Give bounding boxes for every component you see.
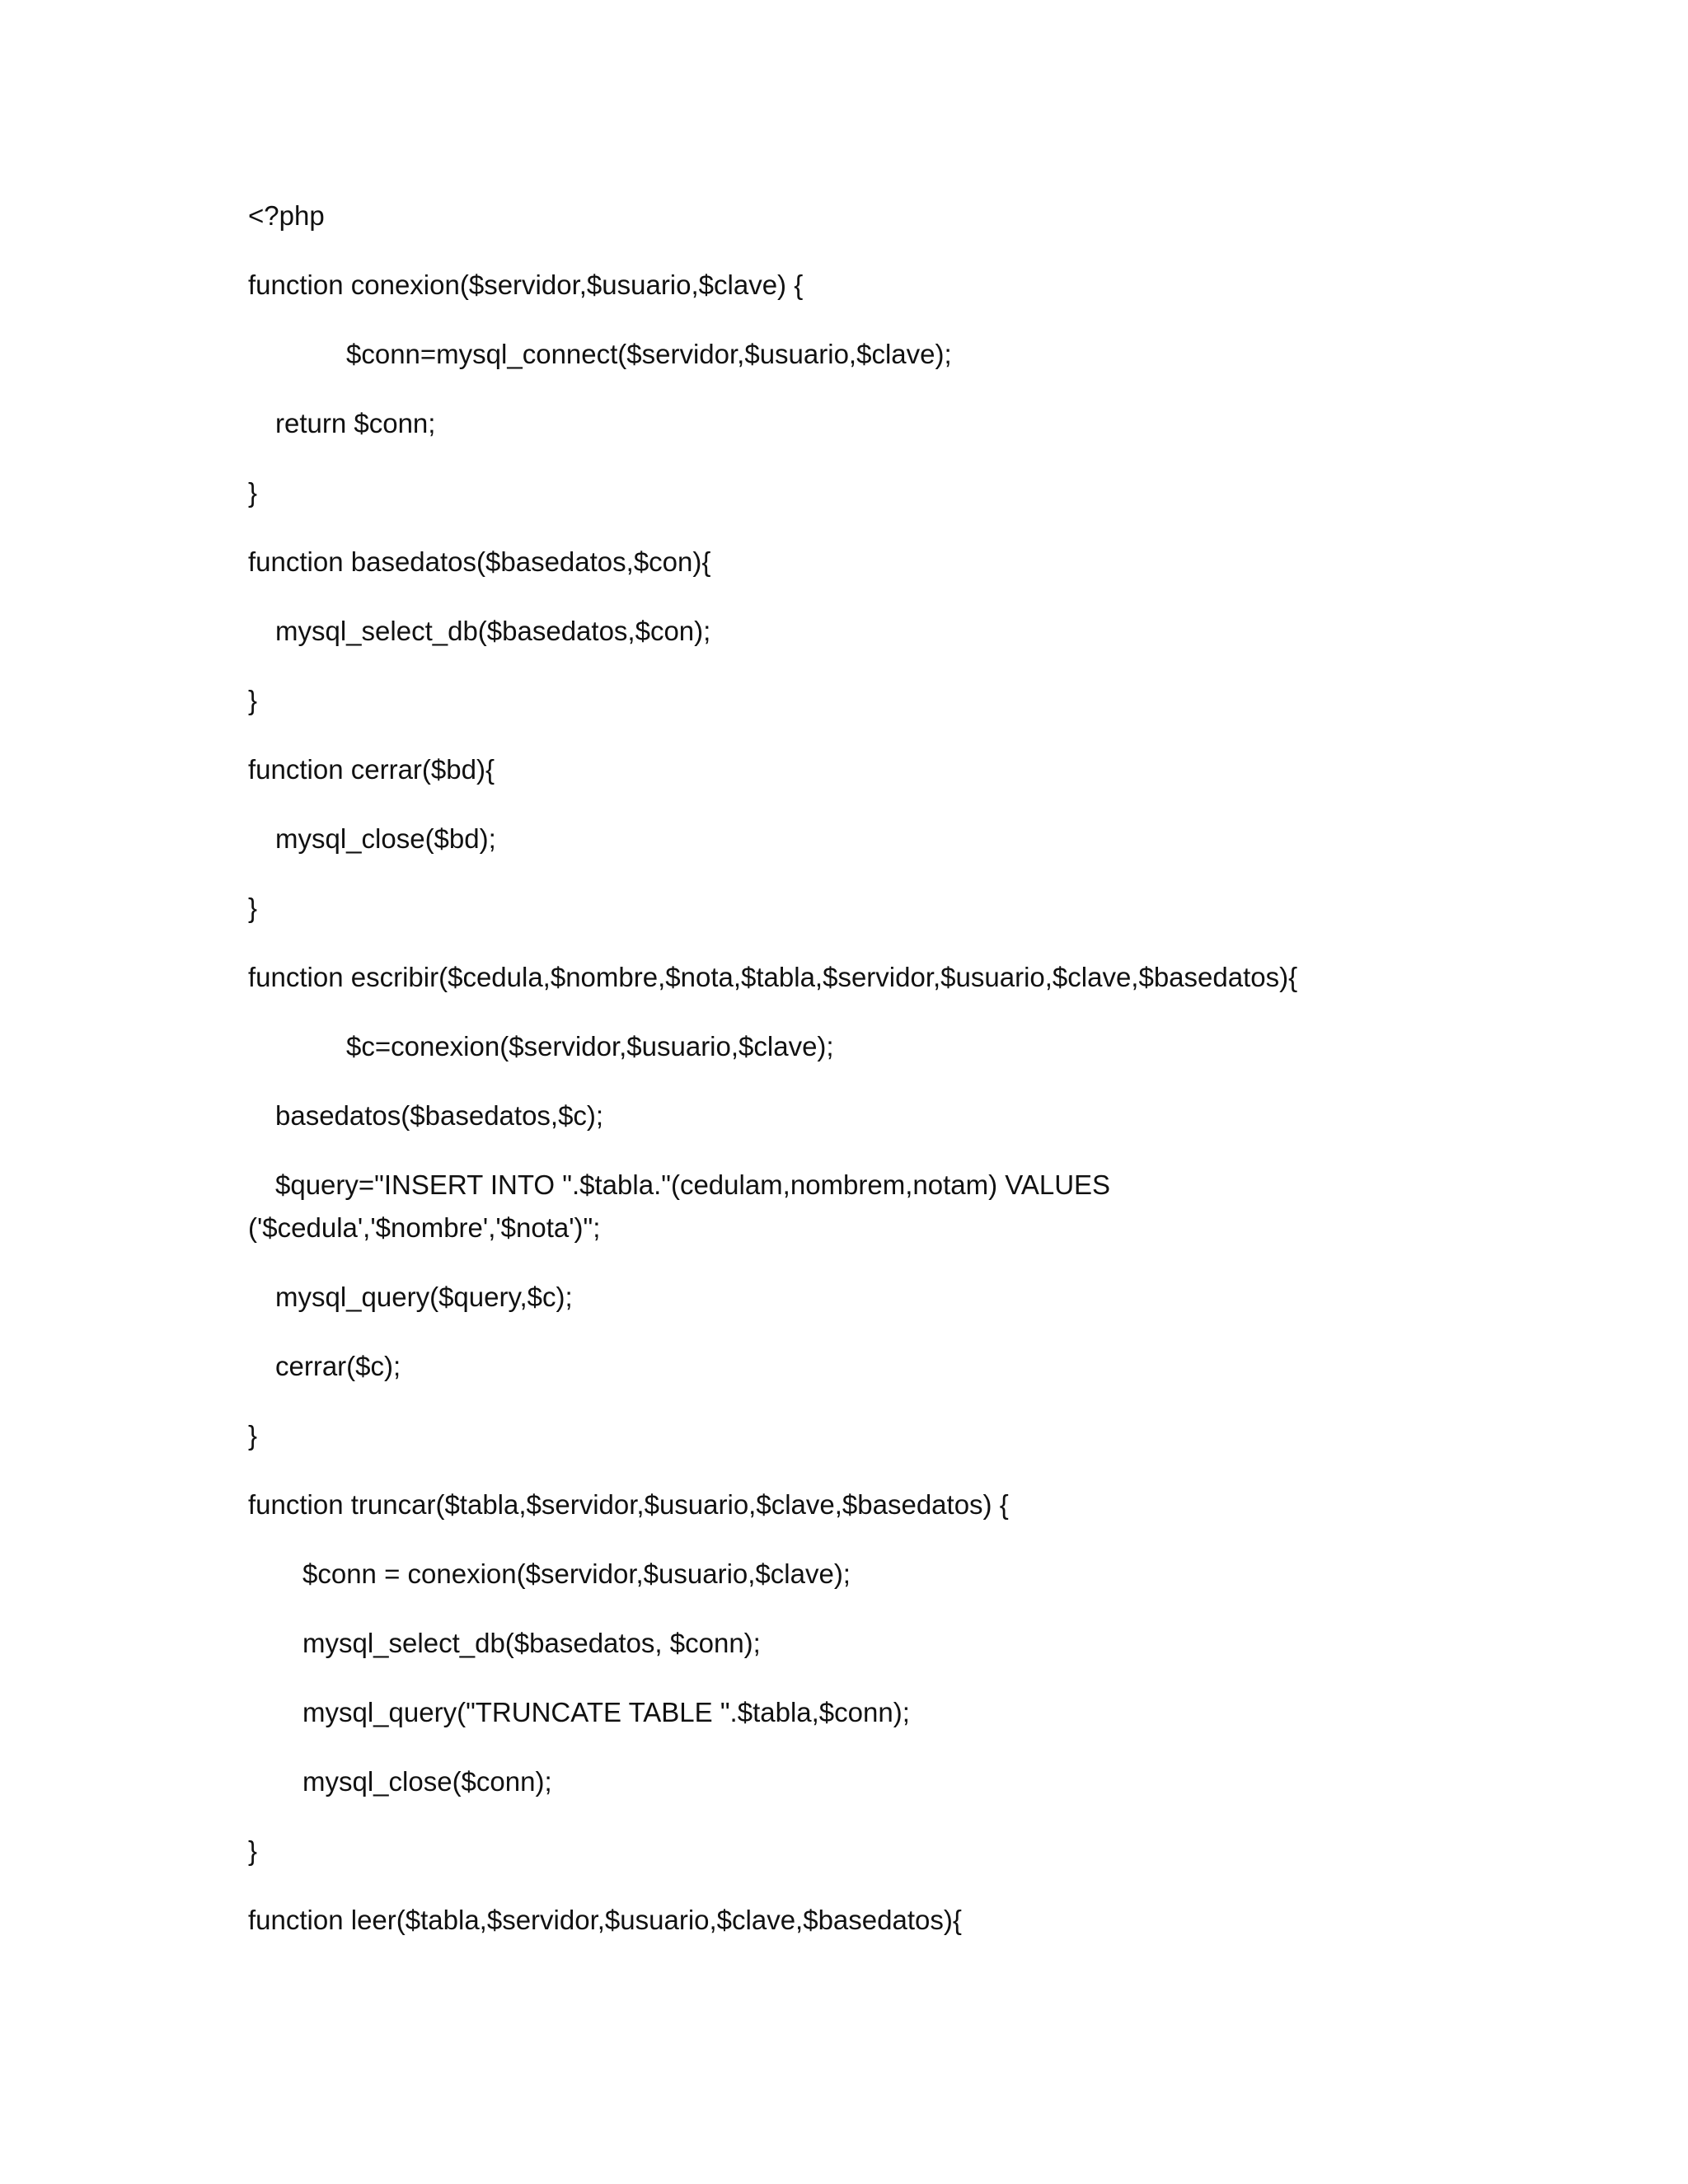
code-line-close-conn: mysql_close($conn); [302, 1766, 552, 1797]
code-line-return-conn: return $conn; [275, 408, 436, 438]
code-line-insert-query: $query="INSERT INTO ".$tabla."(cedulam,nombrem,notam) VALUES [275, 1169, 1111, 1200]
code-line-close-brace: } [248, 477, 258, 508]
code-line-mysql-close: mysql_close($bd); [275, 823, 496, 854]
code-line-close-brace: } [248, 1835, 258, 1866]
code-line-close-brace: } [248, 1420, 258, 1451]
code-line-truncate-query: mysql_query("TRUNCATE TABLE ".$tabla,$conn); [302, 1697, 910, 1727]
code-line-function-leer: function leer($tabla,$servidor,$usuario,$clave,$basedatos){ [248, 1905, 962, 1935]
code-line-function-cerrar: function cerrar($bd){ [248, 754, 495, 785]
code-line-close-brace: } [248, 685, 258, 715]
code-line-select-db-conn: mysql_select_db($basedatos, $conn); [302, 1628, 761, 1658]
code-line-mysql-connect: $conn=mysql_connect($servidor,$usuario,$clave); [346, 339, 952, 369]
code-line-mysql-query: mysql_query($query,$c); [275, 1282, 573, 1312]
code-line-cerrar-call: cerrar($c); [275, 1351, 401, 1381]
code-line-function-truncar: function truncar($tabla,$servidor,$usuario,$clave,$basedatos) { [248, 1489, 1009, 1520]
code-line-function-conexion: function conexion($servidor,$usuario,$clave) { [248, 269, 804, 300]
code-line-function-basedatos: function basedatos($basedatos,$con){ [248, 546, 711, 577]
code-line-insert-values: ('$cedula','$nombre','$nota')"; [248, 1212, 601, 1243]
code-line-conexion-call: $c=conexion($servidor,$usuario,$clave); [346, 1031, 834, 1062]
code-line-mysql-select-db: mysql_select_db($basedatos,$con); [275, 616, 711, 646]
code-line-php-open: <?php [248, 200, 325, 231]
code-line-basedatos-call: basedatos($basedatos,$c); [275, 1100, 604, 1131]
code-line-function-escribir: function escribir($cedula,$nombre,$nota,$tabla,$servidor,$usuario,$clave,$basedatos){ [248, 962, 1298, 992]
code-line-conn-assign: $conn = conexion($servidor,$usuario,$clave); [302, 1558, 851, 1589]
code-line-close-brace: } [248, 893, 258, 923]
